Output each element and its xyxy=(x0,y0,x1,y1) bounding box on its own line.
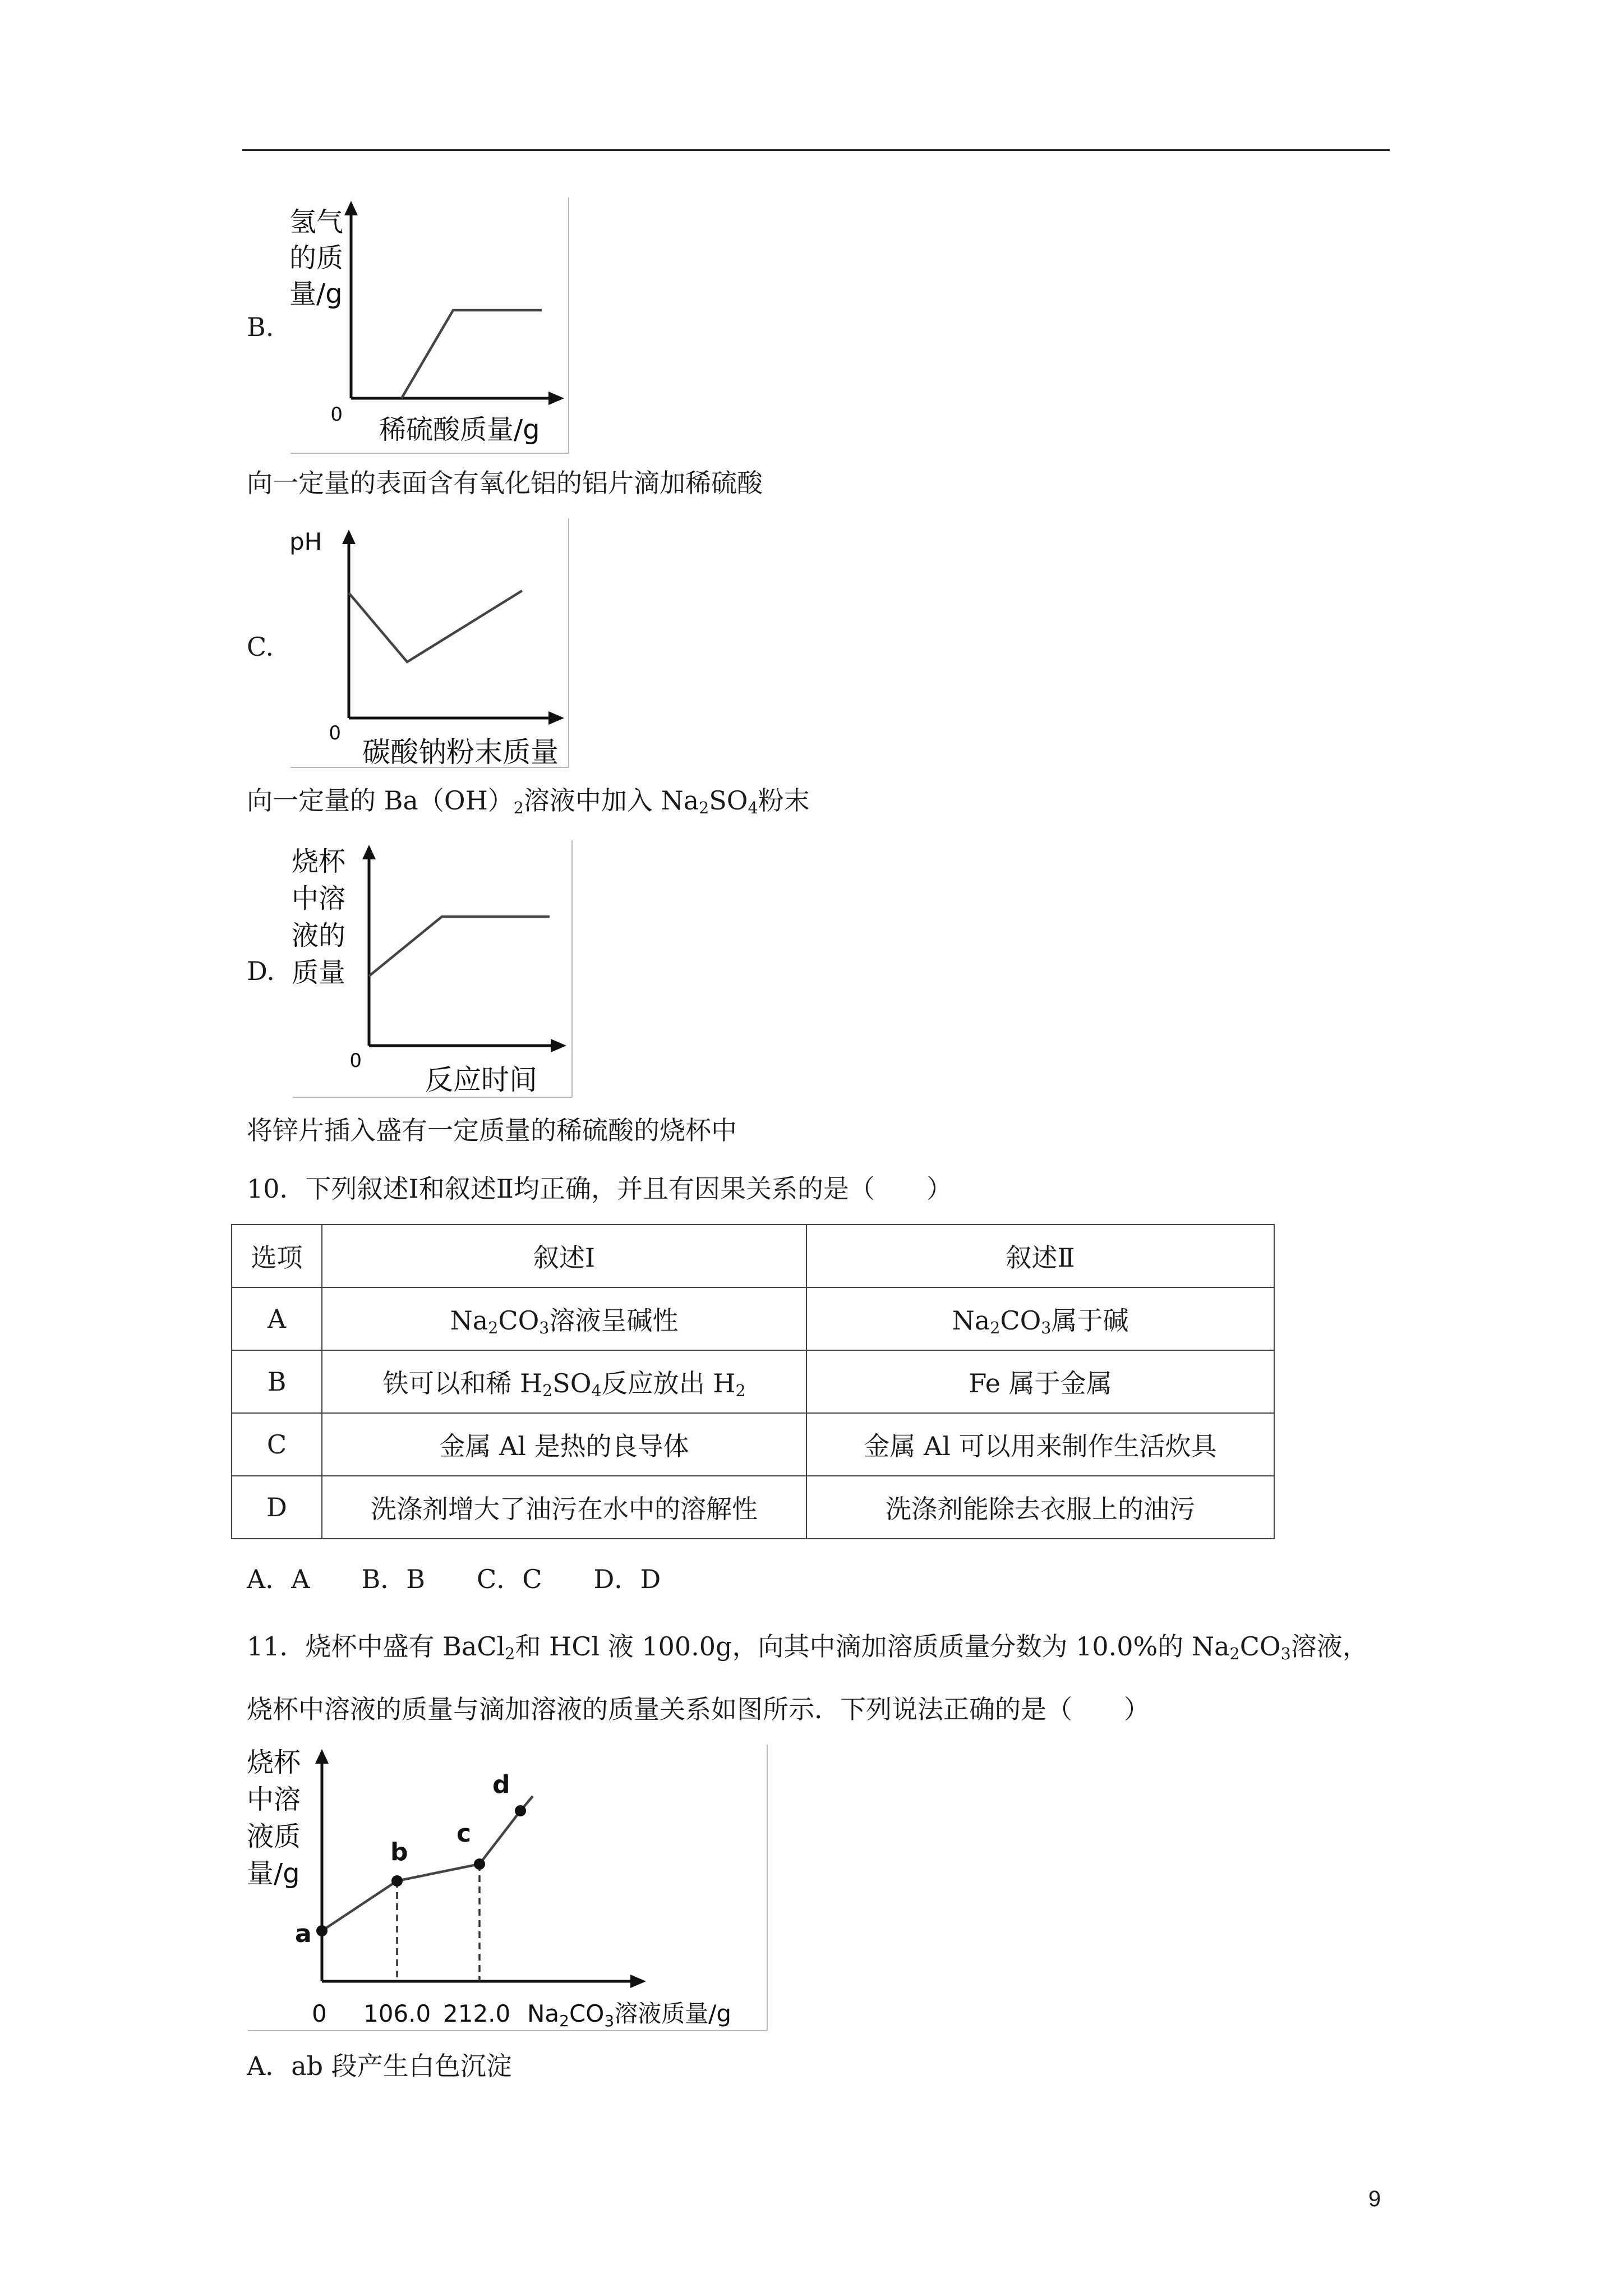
fig11-origin: 0 xyxy=(312,2000,327,2027)
fig11-tick-1: 106.0 xyxy=(363,2000,431,2027)
figB-caption: 向一定量的表面含有氧化铝的铝片滴加稀硫酸 xyxy=(247,468,763,498)
q10-row-c xyxy=(232,1413,1274,1476)
figD-ylabel-2: 中溶 xyxy=(292,883,346,914)
figB-origin: 0 xyxy=(330,403,343,426)
fig11-point-a xyxy=(316,1925,328,1936)
q10-table xyxy=(231,1224,1275,1539)
q11-option-a: A．ab 段产生白色沉淀 xyxy=(247,2051,512,2081)
fig11-label-d: d xyxy=(492,1770,510,1799)
q10-row-d-s2: 洗涤剂能除去衣服上的油污 xyxy=(806,1476,1274,1539)
q10-header-s1: 叙述Ⅰ xyxy=(322,1225,806,1287)
q10-header-s2: 叙述Ⅱ xyxy=(806,1225,1274,1287)
figC-option-label: C. xyxy=(247,632,274,662)
fig11-point-d xyxy=(515,1805,526,1816)
fig11-graph xyxy=(247,1743,768,2032)
fig11-point-c xyxy=(474,1858,485,1870)
q10-row-a-s2: $Na_2CO_3$属于碱 xyxy=(806,1287,1274,1350)
figD-origin: 0 xyxy=(349,1050,362,1072)
q10-row-b xyxy=(232,1350,1274,1413)
q10-stem: 10．下列叙述Ⅰ和叙述Ⅱ均正确，并且有因果关系的是（ ） xyxy=(247,1174,952,1204)
q10-choices: A．A B．B C．C D．D xyxy=(247,1564,661,1594)
q10-row-c-s2: 金属 Al 可以用来制作生活炊具 xyxy=(806,1413,1274,1476)
figB-ylabel-2: 的质 xyxy=(289,242,344,274)
fig11-ylabel-2: 中溶 xyxy=(247,1784,301,1815)
page-number: 9 xyxy=(1368,2187,1381,2211)
q10-row-b-option: B xyxy=(232,1350,322,1413)
fig11-ylabel-3: 液质 xyxy=(247,1821,301,1852)
figD-ylabel-1: 烧杯 xyxy=(292,846,346,877)
fig11-ylabel-1: 烧杯 xyxy=(247,1747,301,1778)
figD-graph xyxy=(292,839,573,1098)
header-rule xyxy=(242,149,1390,151)
figD-option-label: D. xyxy=(247,956,275,986)
q10-row-c-s1: 金属 Al 是热的良导体 xyxy=(322,1413,806,1476)
figC-caption: 向一定量的 $Ba(OH)_2$溶液中加入 $Na_2SO_4$粉末 xyxy=(247,785,810,818)
fig11-label-b: b xyxy=(390,1838,408,1866)
fig11-tick-2: 212.0 xyxy=(443,2000,511,2027)
q10-row-b-s1: 铁可以和稀 $H_2SO_4$反应放出 $H_2$ xyxy=(322,1350,806,1413)
figD-ylabel-3: 液的 xyxy=(292,920,346,951)
q10-row-a xyxy=(232,1287,1274,1350)
q10-row-a-option: A xyxy=(232,1287,322,1350)
q10-row-b-s2: Fe 属于金属 xyxy=(806,1350,1274,1413)
q10-row-d xyxy=(232,1476,1274,1539)
q10-header-row xyxy=(232,1225,1274,1287)
q10-row-c-option: C xyxy=(232,1413,322,1476)
figB-option-label: B. xyxy=(247,312,274,342)
q11-line1: 11．烧杯中盛有 BaCl$_2$和 HCl 液 100.0g，向其中滴加溶质质量分数为 10.0%的 $Na_2CO_3$溶液， xyxy=(247,1631,1368,1664)
fig11-label-c: c xyxy=(457,1819,472,1848)
fig11-xlabel: Na2CO3溶液质量/g xyxy=(527,2000,732,2030)
figD-ylabel-4: 质量 xyxy=(292,957,346,988)
figB-ylabel-3: 量/g xyxy=(289,278,343,310)
figC-origin: 0 xyxy=(329,722,341,744)
figD-caption: 将锌片插入盛有一定质量的稀硫酸的烧杯中 xyxy=(247,1115,737,1145)
fig11-ylabel-4: 量/g xyxy=(247,1858,300,1889)
fig11-label-a: a xyxy=(295,1920,312,1948)
q10-row-a-s1: $Na_2CO_3$溶液呈碱性 xyxy=(322,1287,806,1350)
q10-header-option: 选项 xyxy=(232,1225,322,1287)
q10-row-d-option: D xyxy=(232,1476,322,1539)
figC-xlabel: 碳酸钠粉末质量 xyxy=(362,736,559,769)
figC-ylabel: pH xyxy=(289,528,322,555)
figC-graph xyxy=(289,517,570,769)
fig11-point-b xyxy=(391,1875,403,1887)
figD-xlabel: 反应时间 xyxy=(425,1064,537,1096)
figB-graph xyxy=(289,196,570,454)
q10-row-d-s1: 洗涤剂增大了油污在水中的溶解性 xyxy=(322,1476,806,1539)
figB-xlabel: 稀硫酸质量/g xyxy=(379,414,540,445)
figB-ylabel-1: 氢气 xyxy=(289,206,344,238)
q11-line2: 烧杯中溶液的质量与滴加溶液的质量关系如图所示．下列说法正确的是（ ） xyxy=(247,1694,1150,1724)
